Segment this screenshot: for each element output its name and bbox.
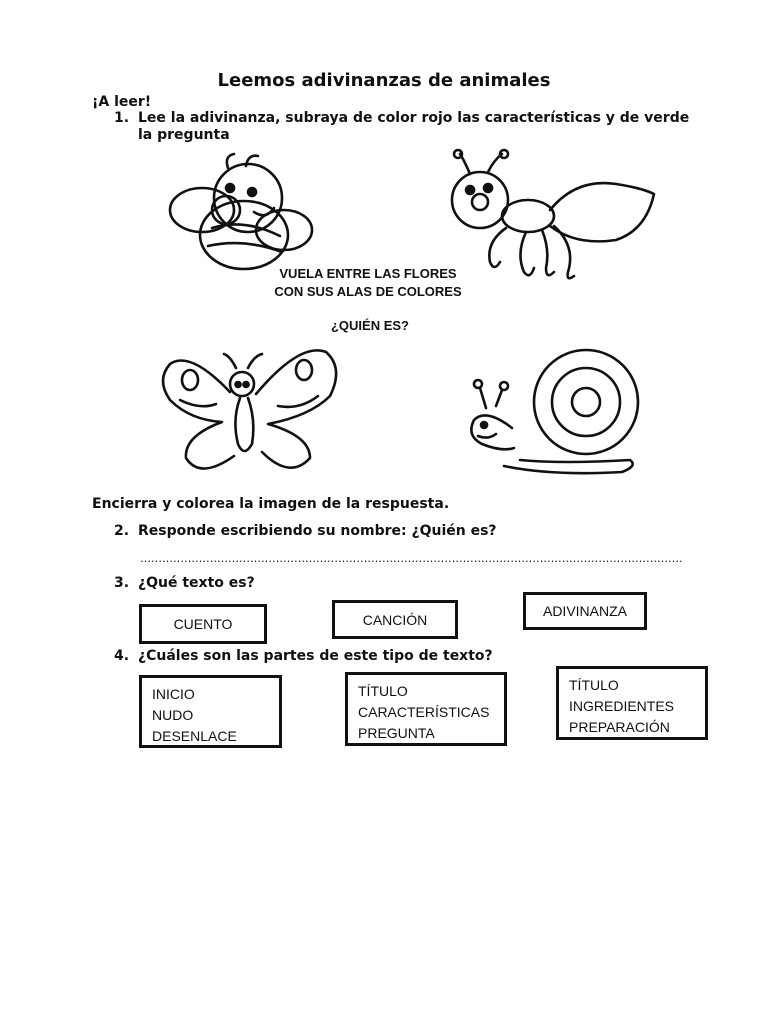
parts-option-2-line-1: TÍTULO [358, 683, 408, 699]
question-3-number: 3. [114, 575, 130, 591]
parts-option-2-line-2: CARACTERÍSTICAS [358, 704, 490, 720]
parts-option-3[interactable] [556, 666, 708, 740]
option-adivinanza[interactable] [523, 592, 647, 630]
butterfly-icon[interactable] [160, 340, 342, 482]
question-1 [114, 110, 714, 150]
question-4-number: 4. [114, 648, 130, 664]
parts-option-1-line-2: NUDO [152, 707, 194, 723]
question-4-text: ¿Cuáles son las partes de este tipo de texto? [138, 648, 493, 664]
parts-option-3-line-3: PREPARACIÓN [569, 719, 670, 735]
answer-line[interactable]: …………………………………………………………………………………………………………………………………. [140, 552, 683, 565]
question-4 [114, 648, 714, 668]
ant-icon[interactable] [446, 150, 666, 290]
question-2-text: Responde escribiendo su nombre: ¿Quién es? [138, 523, 497, 539]
parts-option-1[interactable] [139, 675, 282, 748]
riddle-line-2: CON SUS ALAS DE COLORES [274, 284, 462, 299]
option-cuento-label: CUENTO [173, 616, 233, 632]
riddle-line-1: VUELA ENTRE LAS FLORES [279, 266, 457, 281]
parts-option-1-line-1: INICIO [152, 686, 195, 702]
option-adivinanza-label: ADIVINANZA [542, 603, 627, 619]
question-2-number: 2. [114, 523, 130, 539]
parts-option-1-line-3: DESENLACE [152, 728, 237, 744]
riddle-text [270, 265, 466, 301]
parts-option-3-line-2: INGREDIENTES [569, 698, 675, 714]
riddle-question: ¿QUIÉN ES? [330, 318, 409, 333]
question-3-text: ¿Qué texto es? [138, 575, 255, 591]
intro-text: ¡A leer! [92, 94, 152, 110]
option-cuento[interactable] [139, 604, 267, 644]
question-2 [114, 523, 714, 543]
parts-option-2-line-3: PREGUNTA [358, 725, 435, 741]
snail-icon[interactable] [462, 348, 642, 478]
question-1-text: Lee la adivinanza, subraya de color rojo las características y de verde la pregunta [138, 110, 690, 143]
instruction-text: Encierra y colorea la imagen de la respuesta. [92, 496, 450, 512]
parts-option-2[interactable] [345, 672, 507, 746]
question-1-number: 1. [114, 110, 130, 126]
option-cancion-label: CANCIÓN [362, 611, 428, 628]
page-title: Leemos adivinanzas de animales [217, 70, 551, 91]
option-cancion[interactable] [332, 600, 458, 639]
parts-option-3-line-1: TÍTULO [569, 677, 619, 693]
